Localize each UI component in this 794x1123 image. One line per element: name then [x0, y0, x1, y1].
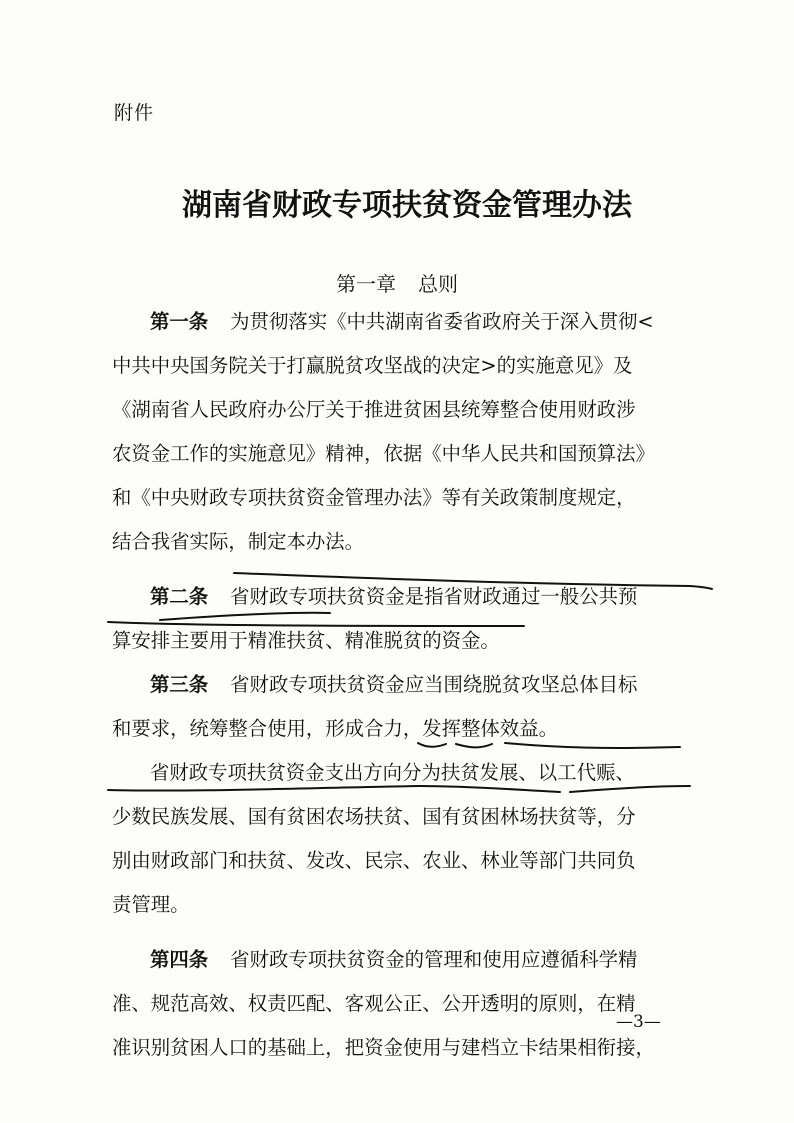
document-title: 湖南省财政专项扶贫资金管理办法: [182, 188, 632, 223]
article-label: 第二条: [150, 585, 209, 608]
text-line: [112, 619, 697, 663]
attachment-label: 附件: [114, 102, 155, 124]
article-label: 第一条: [150, 310, 209, 333]
line-text: 准识别贫困人口的基础上，把资金使用与建档立卡结果相衔接，: [112, 1036, 655, 1059]
line-text: 算安排主要用于精准扶贫、精准脱贫的资金。: [112, 629, 500, 652]
text-line: [112, 938, 697, 982]
chapter-number: 第一章: [336, 272, 396, 296]
line-text: 省财政专项扶贫资金支出方向分为扶贫发展、以工代赈、: [150, 761, 635, 784]
line-text: 准、规范高效、权责匹配、客观公正、公开透明的原则，在精: [112, 992, 636, 1015]
line-text: 少数民族发展、国有贫困农场扶贫、国有贫困林场扶贫等，分: [112, 805, 636, 828]
document-body: [112, 300, 697, 1070]
line-text: 省财政专项扶贫资金是指省财政通过一般公共预: [230, 585, 638, 608]
text-line: [112, 344, 697, 388]
line-text: 和要求，统筹整合使用，形成合力，发挥整体效益。: [112, 717, 558, 740]
text-line: [112, 751, 697, 795]
text-line: [112, 388, 697, 432]
text-line: [112, 707, 697, 751]
line-text: 中共中央国务院关于打赢脱贫攻坚战的决定>的实施意见》及: [112, 354, 633, 377]
article-label: 第三条: [150, 673, 209, 696]
line-text: 别由财政部门和扶贫、发改、民宗、农业、林业等部门共同负: [112, 849, 636, 872]
text-line: [112, 300, 697, 344]
text-line: [112, 476, 697, 520]
text-line: [112, 520, 697, 564]
chapter-heading: [0, 268, 794, 297]
chapter-title: 总则: [418, 272, 458, 296]
text-line: [112, 982, 697, 1026]
text-line: [112, 839, 697, 883]
line-text: 结合我省实际，制定本办法。: [112, 530, 365, 553]
article-label: 第四条: [150, 948, 209, 971]
text-line: [112, 432, 697, 476]
line-text: 省财政专项扶贫资金的管理和使用应遵循科学精: [230, 948, 638, 971]
line-text: 农资金工作的实施意见》精神，依据《中华人民共和国预算法》: [112, 442, 655, 465]
text-line: [112, 575, 697, 619]
line-text: 和《中央财政专项扶贫资金管理办法》等有关政策制度规定，: [112, 486, 636, 509]
text-line: [112, 795, 697, 839]
line-text: 责管理。: [112, 893, 190, 916]
text-line: [112, 1026, 697, 1070]
line-text: 省财政专项扶贫资金应当围绕脱贫攻坚总体目标: [230, 673, 638, 696]
page-number: —3—: [616, 1012, 661, 1032]
text-line: [112, 663, 697, 707]
text-line: [112, 883, 697, 927]
line-text: 为贯彻落实《中共湖南省委省政府关于深入贯彻<: [230, 310, 654, 333]
line-text: 《湖南省人民政府办公厅关于推进贫困县统筹整合使用财政涉: [112, 398, 636, 421]
